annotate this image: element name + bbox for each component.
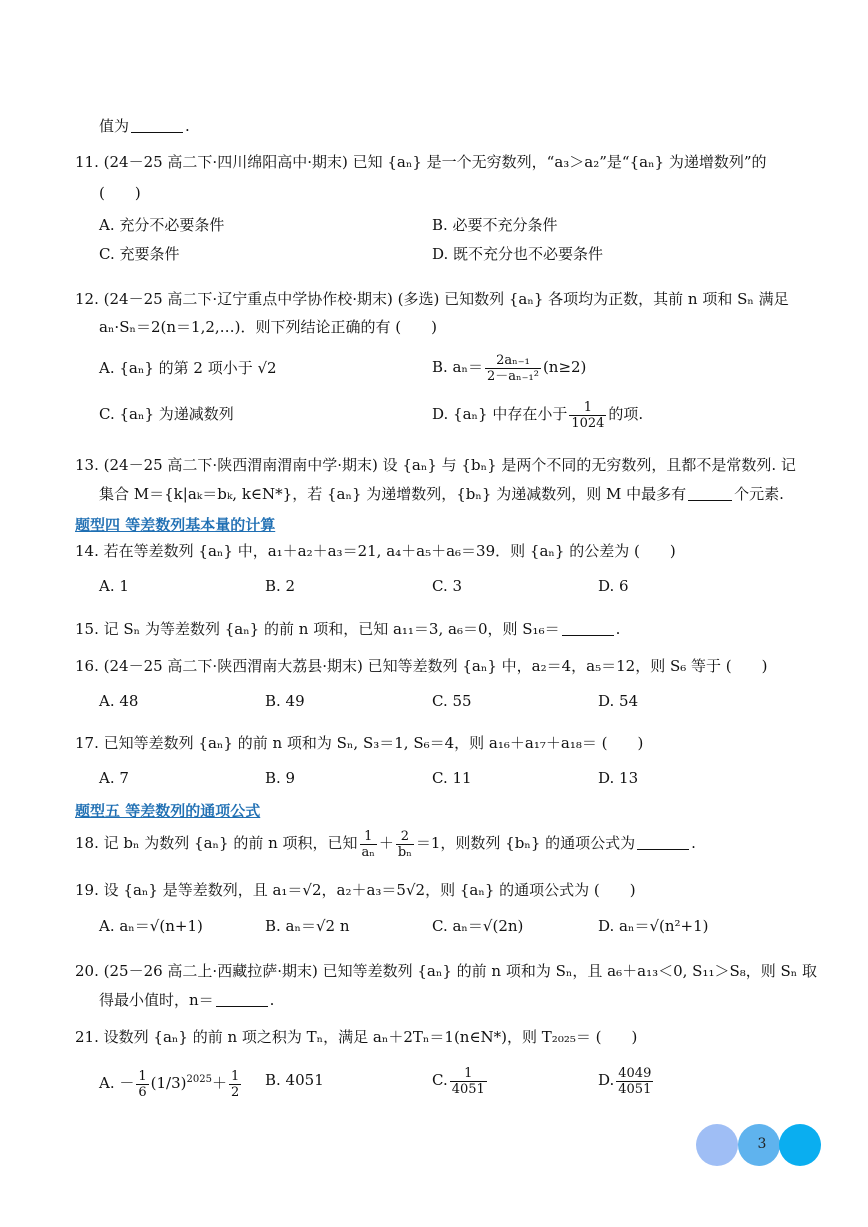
question-13 xyxy=(75,455,796,475)
plus: ＋ xyxy=(378,834,394,852)
option-a[interactable]: A. 7 xyxy=(99,769,129,787)
text: 值为 xyxy=(99,117,130,135)
question-source: (24－25 高二下·陕西渭南渭南中学·期末) xyxy=(103,456,378,474)
option-c[interactable]: C. 55 xyxy=(432,692,472,710)
plus: ＋ xyxy=(211,1074,227,1092)
question-stem: 已知等差数列 {aₙ} 中，a₂＝4，a₅＝12，则 S₆ 等于 ( ) xyxy=(367,657,768,675)
option-d[interactable]: D. 54 xyxy=(598,692,639,710)
option-c[interactable] xyxy=(432,1060,489,1100)
denominator: 4051 xyxy=(451,1081,485,1097)
question-number: 21. xyxy=(75,1028,99,1046)
denominator: 4051 xyxy=(618,1081,652,1097)
option-a[interactable]: A. aₙ＝√(n+1) xyxy=(99,917,203,935)
question-number: 15. xyxy=(75,620,99,638)
question-stem: 记 Sₙ 为等差数列 {aₙ} 的前 n 项和，已知 a₁₁＝3, a₆＝0，则 S₁₆＝ xyxy=(103,620,560,638)
option-b[interactable]: B. 必要不充分条件 xyxy=(432,216,558,234)
option-b[interactable]: B. 4051 xyxy=(265,1071,324,1089)
question-stem: 设数列 {aₙ} 的前 n 项之积为 Tₙ，满足 aₙ＋2Tₙ＝1(n∈N*)，则 T₂₀₂₅＝ ( ) xyxy=(103,1028,638,1046)
question-number: 19. xyxy=(75,881,99,899)
fraction xyxy=(229,1069,241,1100)
option-b[interactable]: B. 49 xyxy=(265,692,305,710)
numerator: 1 xyxy=(230,1068,240,1084)
option-a[interactable]: A. 48 xyxy=(99,692,139,710)
question-source: (24－25 高二下·陕西渭南大荔县·期末) xyxy=(103,657,363,675)
period: . xyxy=(691,834,696,852)
question-14 xyxy=(75,541,676,561)
q13-stem-2 xyxy=(99,484,784,504)
option-a[interactable]: A. 充分不必要条件 xyxy=(99,216,225,234)
numerator: 1 xyxy=(569,400,606,416)
numerator: 2 xyxy=(396,829,414,845)
denominator: bₙ xyxy=(397,844,412,860)
option-b[interactable]: B. 2 xyxy=(265,577,296,595)
question-15 xyxy=(75,619,620,639)
option-d[interactable]: D. 既不充分也不必要条件 xyxy=(432,245,604,263)
section-heading-5: 题型五 等差数列的通项公式 xyxy=(75,802,261,820)
question-stem: (多选) 已知数列 {aₙ} 各项均为正数，其前 n 项和 Sₙ 满足 xyxy=(397,290,789,308)
option-label: D. {aₙ} 中存在小于 xyxy=(432,405,568,423)
denominator: 2－aₙ₋₁² xyxy=(487,368,539,384)
option-d[interactable]: D. 13 xyxy=(598,769,639,787)
exponent: 2025 xyxy=(186,1074,212,1085)
fraction xyxy=(136,1069,148,1100)
text: 得最小值时，n＝ xyxy=(99,991,214,1009)
question-number: 16. xyxy=(75,657,99,675)
numerator: 4049 xyxy=(618,1065,652,1081)
text: 的项. xyxy=(608,405,644,423)
question-stem: 设 {aₙ} 与 {bₙ} 是两个不同的无穷数列，且都不是常数列. 记 xyxy=(382,456,796,474)
denominator: 1024 xyxy=(571,415,605,431)
fraction xyxy=(569,400,606,431)
denominator: 6 xyxy=(138,1084,147,1100)
question-19 xyxy=(75,880,636,900)
answer-blank[interactable] xyxy=(637,835,689,850)
question-20 xyxy=(75,961,817,981)
question-source: (24－25 高二下·辽宁重点中学协作校·期末) xyxy=(103,290,393,308)
prev-answer-line xyxy=(99,116,190,136)
numerator: 1 xyxy=(450,1066,487,1082)
question-number: 14. xyxy=(75,542,99,560)
question-stem: 已知等差数列 {aₙ} 的前 n 项和为 Sₙ，且 a₆＋a₁₃＜0, S₁₁＞S₈，则 Sₙ 取 xyxy=(322,962,818,980)
option-b[interactable] xyxy=(432,348,586,386)
text: 个元素. xyxy=(734,485,784,503)
question-18 xyxy=(75,824,696,862)
option-label: D. xyxy=(598,1071,615,1089)
question-number: 17. xyxy=(75,734,99,752)
option-c[interactable]: C. 3 xyxy=(432,577,463,595)
page-number: 3 xyxy=(757,1136,767,1152)
question-number: 18. xyxy=(75,834,99,852)
option-a[interactable]: A. 1 xyxy=(99,577,129,595)
period: . xyxy=(615,620,621,638)
question-stem: 设 {aₙ} 是等差数列，且 a₁＝√2，a₂＋a₃＝5√2，则 {aₙ} 的通项公式为 ( ) xyxy=(103,881,636,899)
question-stem: 若在等差数列 {aₙ} 中，a₁＋a₂＋a₃＝21, a₄＋a₅＋a₆＝39．则 {aₙ} 的公差为 ( ) xyxy=(103,542,676,560)
numerator: 1 xyxy=(360,829,377,845)
text: ＝1，则数列 {bₙ} 的通项公式为 xyxy=(415,834,636,852)
option-c[interactable]: C. 充要条件 xyxy=(99,245,180,263)
option-d[interactable] xyxy=(598,1060,655,1100)
option-a[interactable]: A. {aₙ} 的第 2 项小于 √2 xyxy=(99,359,277,377)
numerator: 1 xyxy=(138,1068,147,1084)
option-label: A. － xyxy=(99,1074,135,1092)
option-b[interactable]: B. 9 xyxy=(265,769,296,787)
answer-blank[interactable] xyxy=(131,118,183,133)
fraction xyxy=(485,353,541,384)
question-number: 13. xyxy=(75,456,99,474)
question-stem: 已知等差数列 {aₙ} 的前 n 项和为 Sₙ, S₃＝1, S₆＝4，则 a₁₆＋a₁₇＋a₁₈＝ ( ) xyxy=(103,734,644,752)
question-16 xyxy=(75,656,768,676)
question-12 xyxy=(75,289,789,309)
numerator: 2aₙ₋₁ xyxy=(485,353,541,369)
question-stem: 记 bₙ 为数列 {aₙ} 的前 n 项积，已知 xyxy=(103,834,358,852)
q20-stem-2 xyxy=(99,990,274,1010)
option-a[interactable] xyxy=(99,1060,243,1103)
fraction-1 xyxy=(360,829,377,860)
q12-stem-2: aₙ·Sₙ＝2(n＝1,2,…)．则下列结论正确的有 ( ) xyxy=(99,318,437,336)
question-17 xyxy=(75,733,643,753)
condition: (n≥2) xyxy=(542,358,587,376)
question-stem: 已知 {aₙ} 是一个无穷数列，“a₃＞a₂”是“{aₙ} 为递增数列”的 xyxy=(352,153,767,171)
question-11 xyxy=(75,152,767,172)
section-heading-4: 题型四 等差数列基本量的计算 xyxy=(75,516,276,534)
page-circle-3 xyxy=(779,1124,821,1166)
question-number: 12. xyxy=(75,290,99,308)
question-source: (24－25 高二下·四川绵阳高中·期末) xyxy=(103,153,348,171)
option-d[interactable]: D. aₙ＝√(n²+1) xyxy=(598,917,709,935)
denominator: aₙ xyxy=(361,844,375,860)
option-c[interactable]: C. aₙ＝√(2n) xyxy=(432,917,524,935)
base: (1/3) xyxy=(150,1074,187,1092)
text: 集合 M＝{k|aₖ＝bₖ, k∈N*}，若 {aₙ} 为递增数列，{bₙ} 为递减数列，则 M 中最多有 xyxy=(99,485,687,503)
question-21 xyxy=(75,1027,637,1047)
period: . xyxy=(185,117,190,135)
answer-blank[interactable] xyxy=(688,486,732,501)
answer-blank[interactable] xyxy=(216,992,268,1007)
option-b[interactable]: B. aₙ＝√2 n xyxy=(265,917,350,935)
option-c[interactable]: C. 11 xyxy=(432,769,472,787)
option-d[interactable]: D. 6 xyxy=(598,577,629,595)
option-label: C. xyxy=(432,1071,448,1089)
denominator: 2 xyxy=(230,1084,240,1100)
option-c[interactable]: C. {aₙ} 为递减数列 xyxy=(99,405,234,423)
question-number: 11. xyxy=(75,153,99,171)
fraction-2 xyxy=(396,829,414,860)
period: . xyxy=(269,991,275,1009)
option-label: B. aₙ＝ xyxy=(432,358,483,376)
question-number: 20. xyxy=(75,962,99,980)
fraction xyxy=(616,1066,653,1097)
answer-blank[interactable] xyxy=(562,621,614,636)
q11-paren: ( ) xyxy=(99,184,141,202)
option-d[interactable] xyxy=(432,395,643,433)
page-circle-1 xyxy=(696,1124,738,1166)
question-source: (25－26 高二上·西藏拉萨·期末) xyxy=(103,962,318,980)
fraction xyxy=(450,1066,487,1097)
